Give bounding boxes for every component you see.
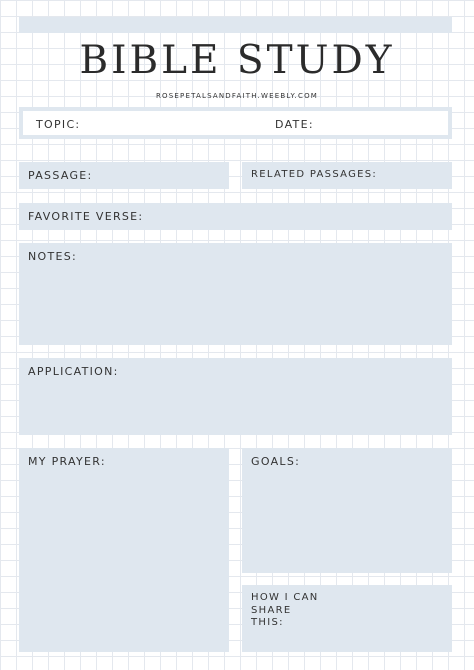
goals-label: GOALS: <box>251 455 301 468</box>
related-passages-label: RELATED PASSAGES: <box>251 169 378 180</box>
favorite-verse-label: FAVORITE VERSE: <box>28 210 144 223</box>
notes-box[interactable] <box>19 243 452 345</box>
date-label: DATE: <box>275 118 314 131</box>
related-passages-box[interactable] <box>242 162 452 189</box>
topic-date-row <box>19 107 452 139</box>
application-box[interactable] <box>19 358 452 435</box>
notes-label: NOTES: <box>28 250 78 263</box>
how-i-can-share-box[interactable] <box>242 585 452 652</box>
how-i-can-share-label: HOW I CAN SHARE THIS: <box>251 592 319 628</box>
favorite-verse-box[interactable] <box>19 203 452 230</box>
page-title: BIBLE STUDY <box>79 38 395 83</box>
my-prayer-box[interactable] <box>19 448 229 652</box>
topic-label: TOPIC: <box>36 118 81 131</box>
application-label: APPLICATION: <box>28 365 119 378</box>
top-banner <box>19 17 452 33</box>
passage-box[interactable] <box>19 162 229 189</box>
goals-box[interactable] <box>242 448 452 573</box>
website-url: ROSEPETALSANDFAITH.WEEBLY.COM <box>155 92 319 100</box>
topic-date-inner <box>23 111 448 135</box>
passage-label: PASSAGE: <box>28 169 93 182</box>
my-prayer-label: MY PRAYER: <box>28 455 106 468</box>
